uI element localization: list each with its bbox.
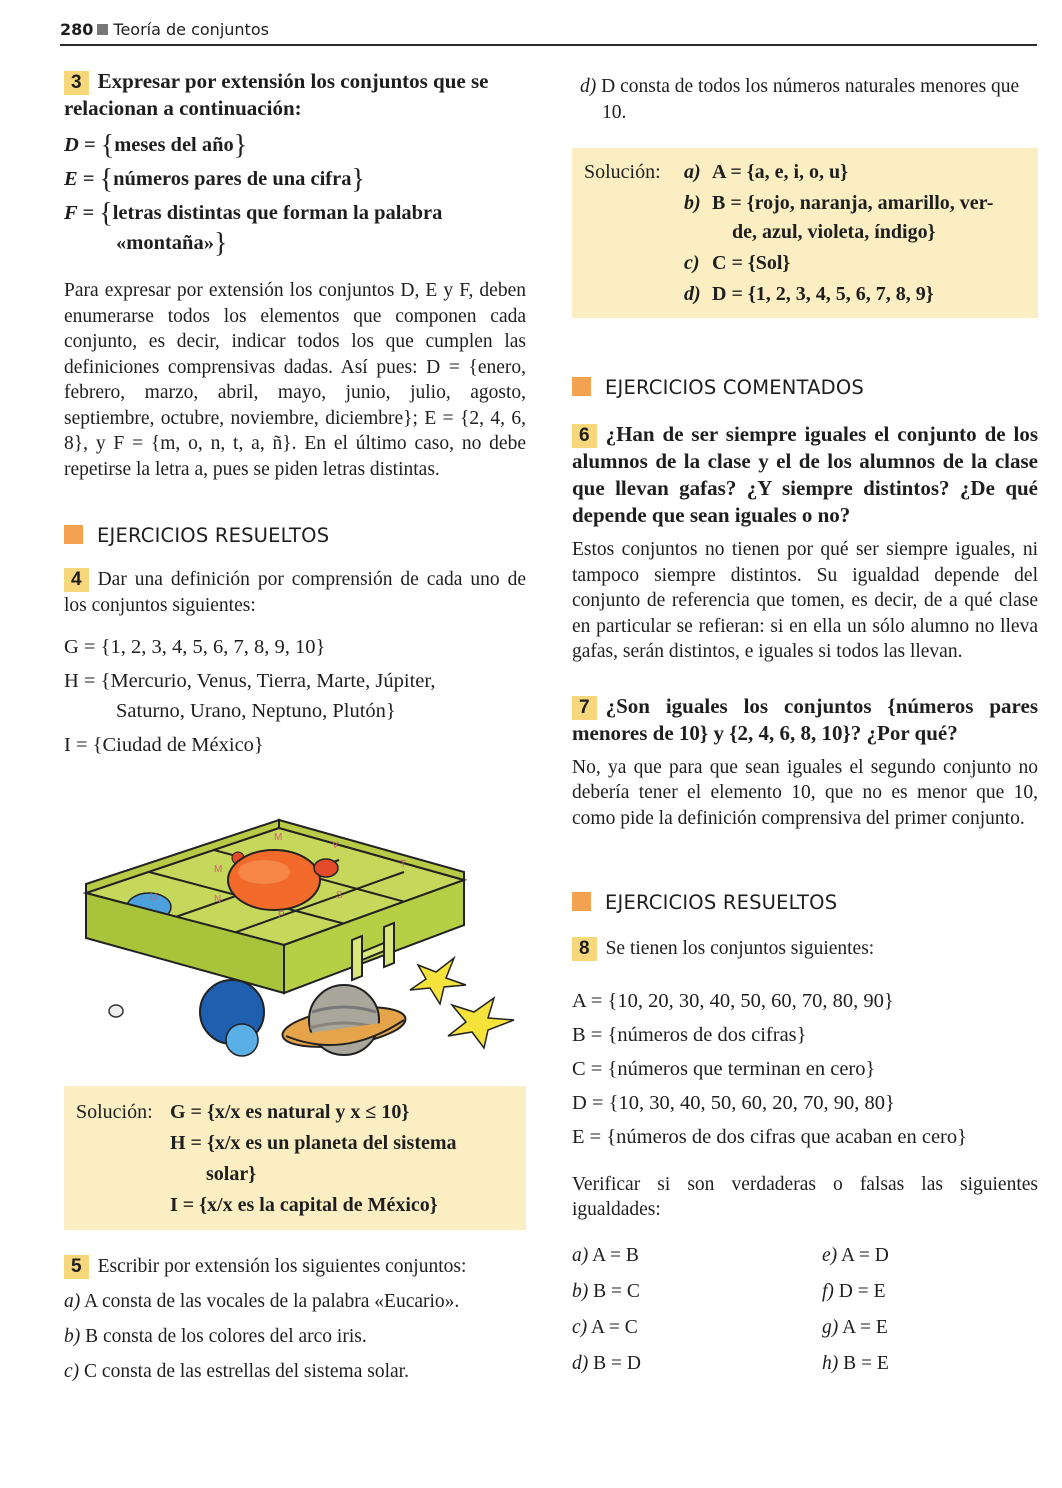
set-i: I = {Ciudad de México} [64,734,264,756]
exercise-4-sets [64,634,526,758]
equality-d: d) B = D [572,1352,641,1374]
svg-text:N: N [214,894,222,905]
exercise-3-title: 3 Expresar por extensión los conjuntos que se relacionan a continuación: [64,69,489,120]
set-e-definition: E = {números pares de una cifra} [64,164,365,195]
equality-g: g) A = E [822,1316,888,1338]
set-a: A = {10, 20, 30, 40, 50, 60, 70, 80, 90} [572,989,894,1012]
solution-d: D = {1, 2, 3, 4, 5, 6, 7, 8, 9} [712,283,934,305]
header-square-icon [97,24,108,35]
section-square-icon [572,377,591,396]
section-square-icon [572,892,591,911]
page-number: 280 [60,20,94,39]
exercise-8-title: 8 Se tienen los conjuntos siguientes: [572,936,1038,962]
set-b: B = {números de dos cifras} [572,1023,807,1046]
exercise-5-item-c: c) C consta de las estrellas del sistema solar. [64,1360,409,1382]
solution-label: Solución: [76,1101,153,1123]
exercise-8-instruction: Verificar si son verdaderas o falsas las siguientes igualdades: [572,1173,1038,1220]
svg-text:T: T [400,859,407,870]
section-square-icon [64,525,83,544]
set-h-line1: H = {Mercurio, Venus, Tierra, Marte, Júpiter, [64,670,436,692]
solution-label: Solución: [584,161,661,183]
equality-f: f) D = E [822,1280,886,1302]
chapter-title: Teoría de conjuntos [113,20,269,39]
svg-text:S: S [336,890,343,901]
exercise-5-item-a: a) A consta de las vocales de la palabra «Eucario». [64,1290,460,1312]
svg-text:M: M [214,864,223,875]
exercise-8-sets [572,988,1038,1150]
exercise-3-explanation: Para expresar por extensión los conjuntos D, E y F, deben enumerarse todos los elementos que componen cada conjunto, es decir, indicar todos los que cumplen las definiciones comprensivas dadas. Así pues: D = {enero, febrero, marzo, abril, mayo, junio, julio, agosto, septiembre, octubre, noviembre, diciembre}; E = {2, 4, 6, 8}, y F = {m, o, n, t, a, ñ}. En el último caso, no debe repetirse la letra a, pues se piden letras distintas. [64,280,526,480]
exercise-5-item-b: b) B consta de los colores del arco iris. [64,1325,367,1347]
equality-c: c) A = C [572,1316,638,1338]
set-g: G = {1, 2, 3, 4, 5, 6, 7, 8, 9, 10} [64,636,326,658]
solution-i: I = {x/x es la capital de México} [170,1194,438,1216]
svg-text:P: P [278,910,285,921]
star-icon [410,958,466,1004]
solution-h-line2: solar} [206,1163,257,1185]
set-e: E = {números de dos cifras que acaban en cero} [572,1125,967,1148]
set-d: D = {10, 30, 40, 50, 60, 20, 70, 90, 80} [572,1091,895,1114]
exercise-number-badge: 3 [64,71,89,95]
star-icon [448,998,514,1048]
exercise-3-sets [64,130,526,259]
solution-h-line1: H = {x/x es un planeta del sistema [170,1132,457,1154]
exercise-7-title: 7 ¿Son iguales los conjuntos {números pares menores de 10} y {2, 4, 6, 8, 10}? ¿Por qué? [572,693,1038,745]
svg-text:V: V [332,840,339,851]
mars-planet [314,859,338,877]
section-heading-resueltos-1: EJERCICIOS RESUELTOS [64,524,526,547]
exercise-number-badge: 4 [64,568,89,592]
equality-e: e) A = D [822,1244,889,1266]
solution-a: A = {a, e, i, o, u} [712,161,849,183]
set-h-line2: Saturno, Urano, Neptuno, Plutón} [116,700,396,722]
svg-text:M: M [274,832,283,843]
exercise-8-equalities [572,1243,1038,1377]
set-f-definition: F = {letras distintas que forman la palabra [64,198,443,229]
set-f-definition-cont: «montaña»} [116,228,228,259]
equality-h: h) B = E [822,1352,889,1374]
exercise-6-title: 6 ¿Han de ser siempre iguales el conjunto de los alumnos de la clase y el de los alumnos de la clase que llevan gafas? ¿Y siempre distintos? ¿De qué depende que sean iguales o no? [572,422,1038,527]
section-heading-resueltos-2: EJERCICIOS RESUELTOS [572,891,1038,914]
set-c: C = {números que terminan en cero} [572,1057,876,1080]
equality-a: a) A = B [572,1244,639,1266]
solution-b-line1: B = {rojo, naranja, amarillo, ver- [712,192,994,214]
exercise-5-solution: Solución: a) A = {a, e, i, o, u} b) B = {rojo, naranja, amarillo, ver- de, azul, violeta, índigo} c) C = {Sol} d) D = {1, 2, 3, 4, 5, 6, 7, 8, 9} [572,148,1038,318]
set-d-definition: D = {meses del año} [64,130,248,161]
exercise-7-answer: No, ya que para que sean iguales el segundo conjunto no debería tener el elemento 10, que no es menor que 10, como pide la definición comprensiva del primer conjunto. [572,756,1038,829]
exercise-4-solution [64,1086,526,1230]
earth-planet [226,1024,258,1056]
section-heading-comentados: EJERCICIOS COMENTADOS [572,376,1038,399]
exercise-number-badge: 7 [572,696,597,720]
exercise-6-answer: Estos conjuntos no tienen por qué ser siempre iguales, ni tampoco siempre distintos. Su igualdad depende del conjunto de referencia que tomen, es decir, de a qué clase en particular se refieran: si en ella un sólo alumno no lleva gafas, serán distintos, e iguales si todos las llevan. [572,539,1038,662]
exercise-5-item-d: d) D consta de todos los números naturales menores que 10. [580,76,1020,123]
left-column [64,68,526,1385]
solution-g: G = {x/x es natural y x ≤ 10} [170,1101,410,1123]
right-column [572,68,1038,1377]
solution-c: C = {Sol} [712,252,791,274]
exercise-5-title: 5 Escribir por extensión los siguientes conjuntos: [64,1254,526,1280]
exercise-number-badge: 5 [64,1255,89,1279]
exercise-4-title: 4 Dar una definición por comprensión de cada uno de los conjuntos siguientes: [64,569,526,616]
planet-box-illustration [64,780,526,1070]
solution-b-line2: de, azul, violeta, índigo} [732,221,936,243]
exercise-number-badge: 8 [572,937,597,961]
equality-b: b) B = C [572,1280,640,1302]
svg-text:U: U [150,892,158,903]
page-header [60,20,1037,46]
exercise-number-badge: 6 [572,424,597,448]
